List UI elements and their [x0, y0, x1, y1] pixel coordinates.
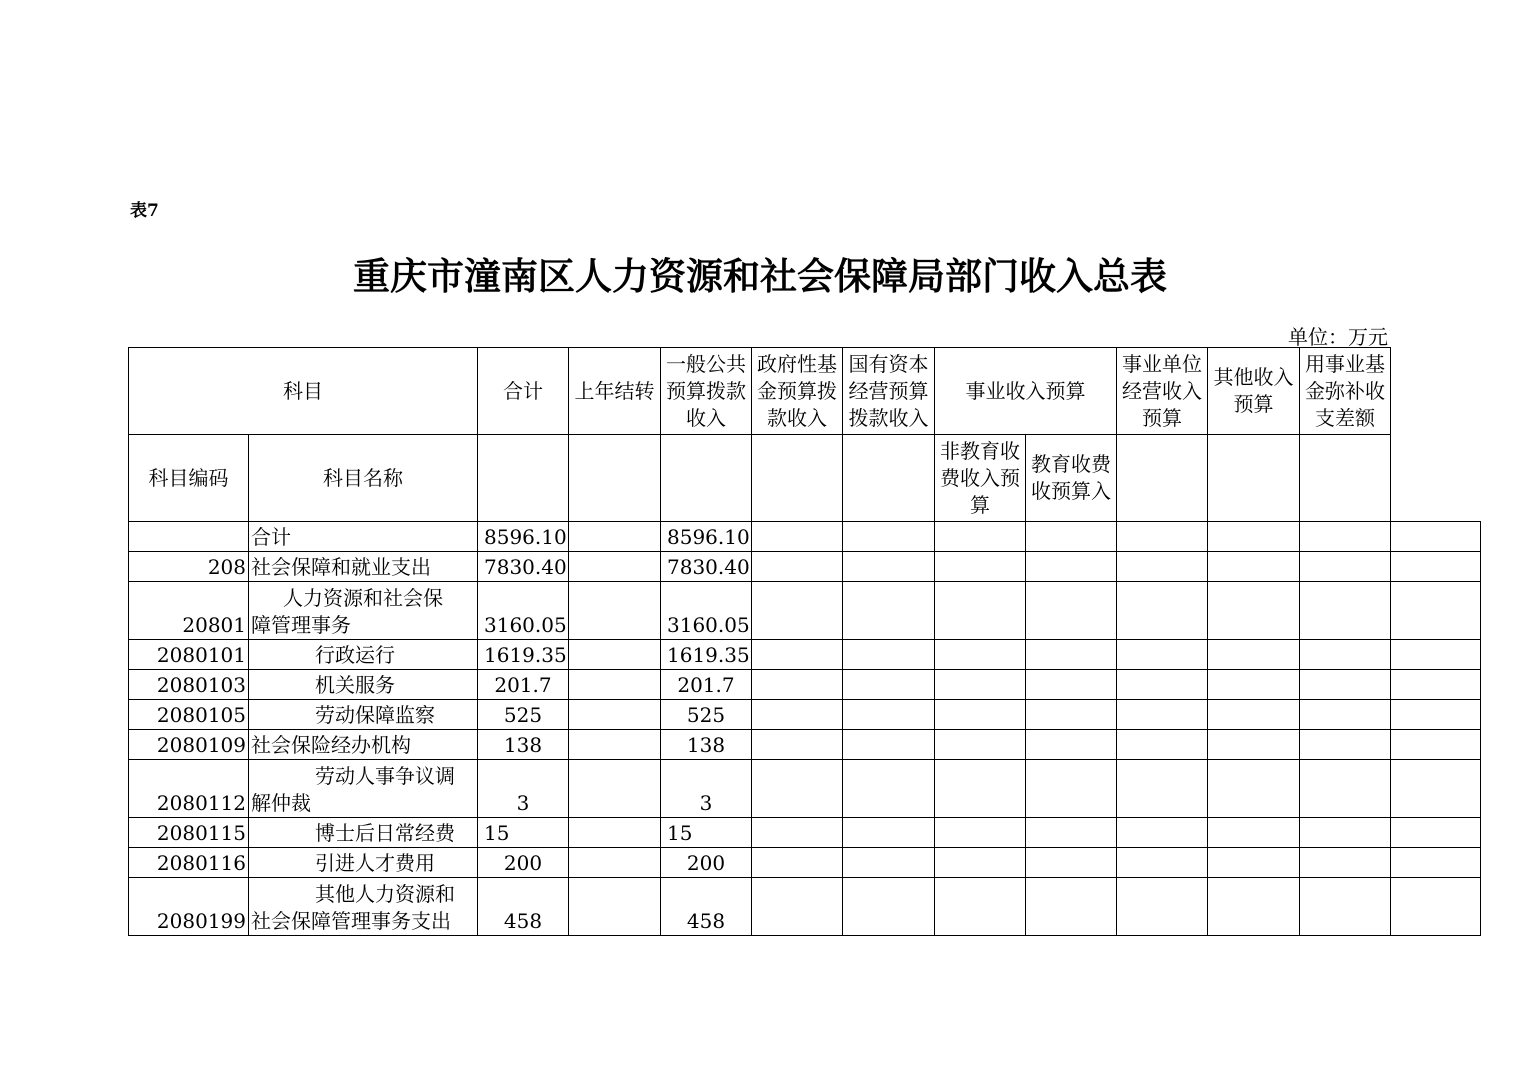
row-code: 2080116: [129, 848, 249, 878]
empty-cell: [569, 435, 661, 522]
empty-cell: [661, 435, 752, 522]
empty-cell: [935, 700, 1026, 730]
income-summary-table: [128, 347, 1481, 936]
empty-cell: [752, 670, 843, 700]
row-general-budget: 1619.35: [661, 640, 752, 670]
empty-cell: [752, 582, 843, 640]
row-name: [249, 700, 478, 730]
empty-cell: [1300, 435, 1391, 522]
row-last-year: [569, 552, 661, 582]
empty-cell: [1117, 552, 1208, 582]
row-total: 3: [478, 760, 569, 818]
row-code: 20801: [129, 582, 249, 640]
empty-cell: [1208, 818, 1300, 848]
empty-cell: [843, 848, 935, 878]
row-name-text: 社会保险经办机构: [251, 733, 411, 757]
row-general-budget: 138: [661, 730, 752, 760]
empty-cell: [1300, 878, 1391, 936]
empty-cell: [1391, 582, 1481, 640]
empty-cell: [752, 522, 843, 552]
empty-cell: [1117, 760, 1208, 818]
row-name-text: 合计: [251, 525, 291, 549]
table-row: [129, 582, 1481, 640]
empty-cell: [752, 848, 843, 878]
row-total: 200: [478, 848, 569, 878]
row-name: [249, 760, 478, 818]
header-row-1: [129, 348, 1481, 435]
empty-cell: [935, 878, 1026, 936]
row-general-budget: 8596.10: [661, 522, 752, 552]
empty-cell: [935, 640, 1026, 670]
empty-cell: [935, 582, 1026, 640]
empty-cell: [752, 878, 843, 936]
empty-cell: [1300, 640, 1391, 670]
data-rows: [129, 522, 1481, 936]
empty-cell: [1117, 670, 1208, 700]
empty-cell: [935, 730, 1026, 760]
row-general-budget: 525: [661, 700, 752, 730]
row-general-budget: 3: [661, 760, 752, 818]
document-title: 重庆市潼南区人力资源和社会保障局部门收入总表: [353, 255, 1167, 298]
empty-cell: [1026, 848, 1117, 878]
header-state-capital: 国有资本经营预算拨款收入: [843, 348, 935, 435]
row-last-year: [569, 760, 661, 818]
empty-cell: [1208, 552, 1300, 582]
row-name-text: 社会保障和就业支出: [251, 555, 431, 579]
empty-cell: [1391, 818, 1481, 848]
row-name: [249, 582, 478, 640]
row-last-year: [569, 818, 661, 848]
row-last-year: [569, 522, 661, 552]
empty-cell: [752, 552, 843, 582]
empty-cell: [843, 582, 935, 640]
header-last-year: 上年结转: [569, 348, 661, 435]
row-code: [129, 522, 249, 552]
table-row: [129, 670, 1481, 700]
empty-cell: [752, 760, 843, 818]
empty-cell: [1208, 700, 1300, 730]
row-name: [249, 878, 478, 936]
row-last-year: [569, 582, 661, 640]
table-row: [129, 818, 1481, 848]
table-row: [129, 848, 1481, 878]
row-name-text: 引进人才费用: [315, 851, 435, 875]
row-name: [249, 818, 478, 848]
header-row-2: [129, 435, 1481, 522]
empty-cell: [843, 670, 935, 700]
row-code: 2080109: [129, 730, 249, 760]
empty-cell: [1117, 522, 1208, 552]
header-general-budget: 一般公共预算拨款收入: [661, 348, 752, 435]
empty-cell: [1026, 730, 1117, 760]
row-total: 138: [478, 730, 569, 760]
row-total: 7830.40: [478, 552, 569, 582]
table-row: [129, 640, 1481, 670]
empty-cell: [935, 552, 1026, 582]
header-fund-cover: 用事业基金弥补收支差额: [1300, 348, 1391, 435]
row-last-year: [569, 670, 661, 700]
empty-cell: [1391, 760, 1481, 818]
empty-cell: [1026, 640, 1117, 670]
empty-cell: [935, 522, 1026, 552]
empty-cell: [1026, 818, 1117, 848]
empty-cell: [1208, 640, 1300, 670]
row-code: 2080103: [129, 670, 249, 700]
empty-cell: [1026, 522, 1117, 552]
header-name: 科目名称: [249, 435, 478, 522]
empty-cell: [1117, 818, 1208, 848]
empty-cell: [1300, 522, 1391, 552]
row-name: [249, 552, 478, 582]
unit-label: 单位：万元: [1288, 325, 1388, 349]
row-name-line2: 社会保障管理事务支出: [251, 909, 451, 933]
empty-cell: [752, 700, 843, 730]
empty-cell: [843, 730, 935, 760]
header-other-income: 其他收入预算: [1208, 348, 1300, 435]
row-code: 208: [129, 552, 249, 582]
table-number-label: 表7: [130, 201, 159, 221]
empty-cell: [1026, 700, 1117, 730]
header-subject: 科目: [129, 348, 478, 435]
empty-cell: [1117, 700, 1208, 730]
row-last-year: [569, 640, 661, 670]
empty-cell: [935, 848, 1026, 878]
empty-cell: [1391, 730, 1481, 760]
empty-cell: [1391, 848, 1481, 878]
header-edu-fee: 教育收费收预算入: [1026, 435, 1117, 522]
empty-cell: [1208, 670, 1300, 700]
row-code: 2080199: [129, 878, 249, 936]
row-name-text: 行政运行: [315, 643, 395, 667]
row-name-line2: 解仲裁: [251, 791, 311, 815]
empty-cell: [1117, 640, 1208, 670]
empty-cell: [1026, 878, 1117, 936]
row-name: [249, 670, 478, 700]
empty-cell: [1391, 670, 1481, 700]
row-name-text: 博士后日常经费: [315, 821, 455, 845]
empty-cell: [1117, 730, 1208, 760]
row-general-budget: 15: [661, 818, 752, 848]
row-name-line2: 障管理事务: [251, 613, 351, 637]
empty-cell: [843, 522, 935, 552]
empty-cell: [843, 435, 935, 522]
empty-cell: [1117, 582, 1208, 640]
empty-cell: [1391, 522, 1481, 552]
row-general-budget: 200: [661, 848, 752, 878]
table-row: [129, 878, 1481, 936]
header-total: 合计: [478, 348, 569, 435]
empty-cell: [1300, 700, 1391, 730]
header-unit-operating: 事业单位经营收入预算: [1117, 348, 1208, 435]
row-last-year: [569, 878, 661, 936]
empty-cell: [1300, 848, 1391, 878]
empty-cell: [1300, 552, 1391, 582]
empty-cell: [1208, 760, 1300, 818]
row-name: [249, 730, 478, 760]
empty-cell: [1208, 730, 1300, 760]
row-name: [249, 848, 478, 878]
header-non-edu-fee: 非教育收费收入预算: [935, 435, 1026, 522]
row-total: 201.7: [478, 670, 569, 700]
row-name: [249, 640, 478, 670]
empty-cell: [1300, 760, 1391, 818]
empty-cell: [935, 670, 1026, 700]
empty-cell: [1117, 435, 1208, 522]
empty-cell: [1208, 435, 1300, 522]
row-name-text: 机关服务: [315, 673, 395, 697]
row-last-year: [569, 730, 661, 760]
empty-cell: [843, 760, 935, 818]
table-row: [129, 522, 1481, 552]
empty-cell: [1208, 522, 1300, 552]
row-code: 2080115: [129, 818, 249, 848]
empty-cell: [478, 435, 569, 522]
row-code: 2080112: [129, 760, 249, 818]
empty-cell: [1391, 878, 1481, 936]
row-total: 8596.10: [478, 522, 569, 552]
row-total: 3160.05: [478, 582, 569, 640]
empty-cell: [1391, 640, 1481, 670]
row-general-budget: 3160.05: [661, 582, 752, 640]
row-name-line1: 劳动人事争议调: [315, 764, 455, 788]
empty-cell: [935, 760, 1026, 818]
empty-cell: [752, 730, 843, 760]
row-total: 1619.35: [478, 640, 569, 670]
empty-cell: [1391, 552, 1481, 582]
row-name: [249, 522, 478, 552]
row-last-year: [569, 700, 661, 730]
row-name-text: 劳动保障监察: [315, 703, 435, 727]
row-name-line1: 其他人力资源和: [315, 882, 455, 906]
empty-cell: [843, 818, 935, 848]
empty-cell: [1300, 818, 1391, 848]
empty-cell: [1300, 730, 1391, 760]
row-total: 458: [478, 878, 569, 936]
empty-cell: [1300, 582, 1391, 640]
empty-cell: [752, 818, 843, 848]
header-business-income: 事业收入预算: [935, 348, 1117, 435]
empty-cell: [843, 878, 935, 936]
table-row: [129, 730, 1481, 760]
empty-cell: [1026, 760, 1117, 818]
row-general-budget: 458: [661, 878, 752, 936]
empty-cell: [843, 700, 935, 730]
row-general-budget: 201.7: [661, 670, 752, 700]
empty-cell: [935, 818, 1026, 848]
row-code: 2080101: [129, 640, 249, 670]
empty-cell: [1208, 582, 1300, 640]
empty-cell: [1117, 848, 1208, 878]
row-total: 15: [478, 818, 569, 848]
row-name-line1: 人力资源和社会保: [283, 586, 443, 610]
row-total: 525: [478, 700, 569, 730]
empty-cell: [1208, 848, 1300, 878]
row-general-budget: 7830.40: [661, 552, 752, 582]
empty-cell: [1026, 670, 1117, 700]
empty-cell: [843, 552, 935, 582]
table-row: [129, 760, 1481, 818]
row-code: 2080105: [129, 700, 249, 730]
empty-cell: [1026, 582, 1117, 640]
empty-cell: [1026, 552, 1117, 582]
empty-cell: [1300, 670, 1391, 700]
row-last-year: [569, 848, 661, 878]
header-gov-fund: 政府性基金预算拨款收入: [752, 348, 843, 435]
empty-cell: [752, 640, 843, 670]
table-row: [129, 552, 1481, 582]
empty-cell: [1208, 878, 1300, 936]
empty-cell: [843, 640, 935, 670]
empty-cell: [1391, 700, 1481, 730]
table-row: [129, 700, 1481, 730]
header-code: 科目编码: [129, 435, 249, 522]
empty-cell: [1117, 878, 1208, 936]
empty-cell: [752, 435, 843, 522]
